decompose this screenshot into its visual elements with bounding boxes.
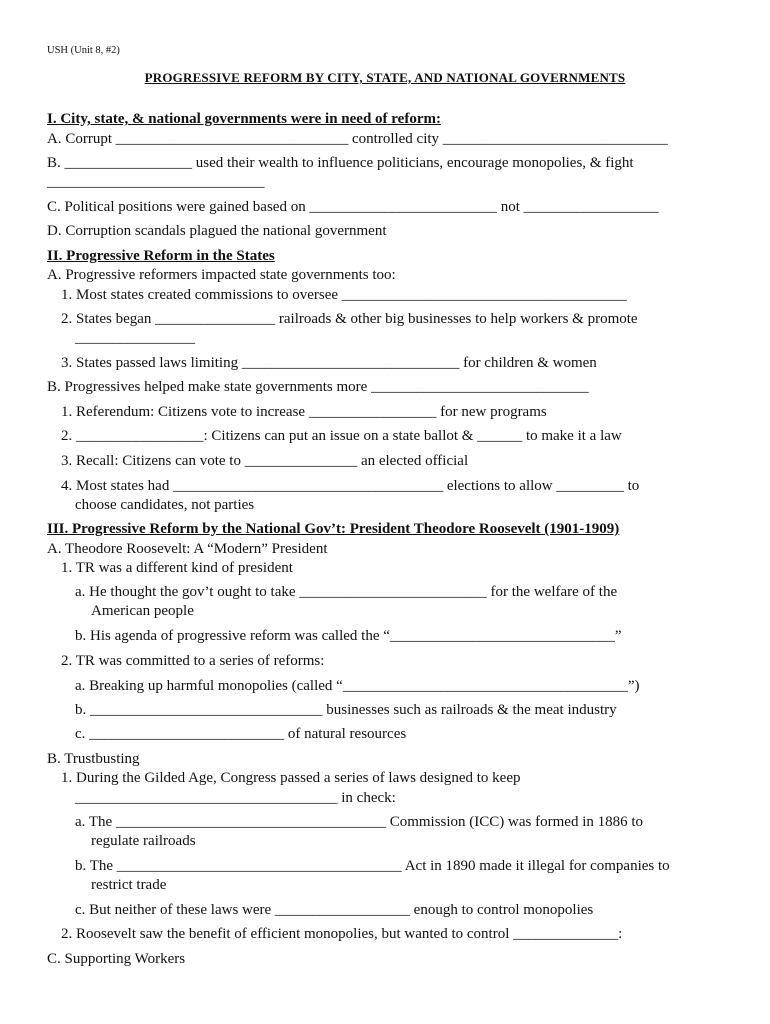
unit-header: USH (Unit 8, #2) [47,45,120,56]
item-3a2b: b. _______________________________ businesses such as railroads & the meat industry [75,702,617,718]
item-3b1b: b. The ______________________________________ Act in 1890 made it illegal for companies to [75,858,670,874]
item-2a1: 1. Most states created commissions to oversee ______________________________________ [61,287,627,303]
item-2a2-cont: ________________ [75,330,195,346]
item-2b2: 2. _________________: Citizens can put an issue on a state ballot & ______ to make it a law [61,428,622,444]
item-1b-cont: _____________________________ [47,174,265,190]
item-1b: B. _________________ used their wealth to influence politicians, encourage monopolies, & fight [47,155,634,171]
item-3b: B. Trustbusting [47,751,140,767]
page-title: PROGRESSIVE REFORM BY CITY, STATE, AND NATIONAL GOVERNMENTS [144,70,626,85]
item-1c: C. Political positions were gained based on _________________________ not __________________ [47,199,659,215]
item-2b4: 4. Most states had ____________________________________ elections to allow _________ to [61,478,640,494]
item-3a2: 2. TR was committed to a series of reforms: [61,653,325,669]
item-2b: B. Progressives helped make state governments more _____________________________ [47,379,589,395]
item-3a2c: c. __________________________ of natural resources [75,726,407,742]
item-1d: D. Corruption scandals plagued the national government [47,223,387,239]
item-3b2: 2. Roosevelt saw the benefit of efficient monopolies, but wanted to control ______________: [61,926,623,942]
item-3b1b-cont: restrict trade [91,877,167,893]
item-2b1: 1. Referendum: Citizens vote to increase _________________ for new programs [61,404,547,420]
item-2a3: 3. States passed laws limiting _____________________________ for children & women [61,355,597,371]
item-3b1c: c. But neither of these laws were __________________ enough to control monopolies [75,902,594,918]
item-3a1: 1. TR was a different kind of president [61,560,293,576]
item-3a: A. Theodore Roosevelt: A “Modern” President [47,541,328,557]
item-2b4-cont: choose candidates, not parties [75,497,255,513]
item-3a1b: b. His agenda of progressive reform was called the “______________________________” [75,628,622,644]
item-3a1a: a. He thought the gov’t ought to take _________________________ for the welfare of the [75,584,618,600]
item-2a: A. Progressive reformers impacted state governments too: [47,267,396,283]
item-1a: A. Corrupt _______________________________ controlled city ______________________________ [47,131,668,147]
item-3c: C. Supporting Workers [47,951,186,967]
section-1-heading: I. City, state, & national governments were in need of reform: [47,111,441,127]
item-3a2a: a. Breaking up harmful monopolies (called “______________________________________”) [75,678,640,694]
section-3-heading: III. Progressive Reform by the National Gov’t: President Theodore Roosevelt (1901-1909) [47,521,620,537]
item-2b3: 3. Recall: Citizens can vote to _______________ an elected official [61,453,469,469]
item-3b1: 1. During the Gilded Age, Congress passed a series of laws designed to keep [61,770,521,786]
section-2-heading: II. Progressive Reform in the States [47,248,275,264]
item-3b1a-cont: regulate railroads [91,833,196,849]
item-3b1-cont: ___________________________________ in check: [75,790,396,806]
item-3b1a: a. The ____________________________________ Commission (ICC) was formed in 1886 to [75,814,644,830]
item-3a1a-cont: American people [91,603,194,619]
item-2a2: 2. States began ________________ railroads & other big businesses to help workers & promote [61,311,638,327]
